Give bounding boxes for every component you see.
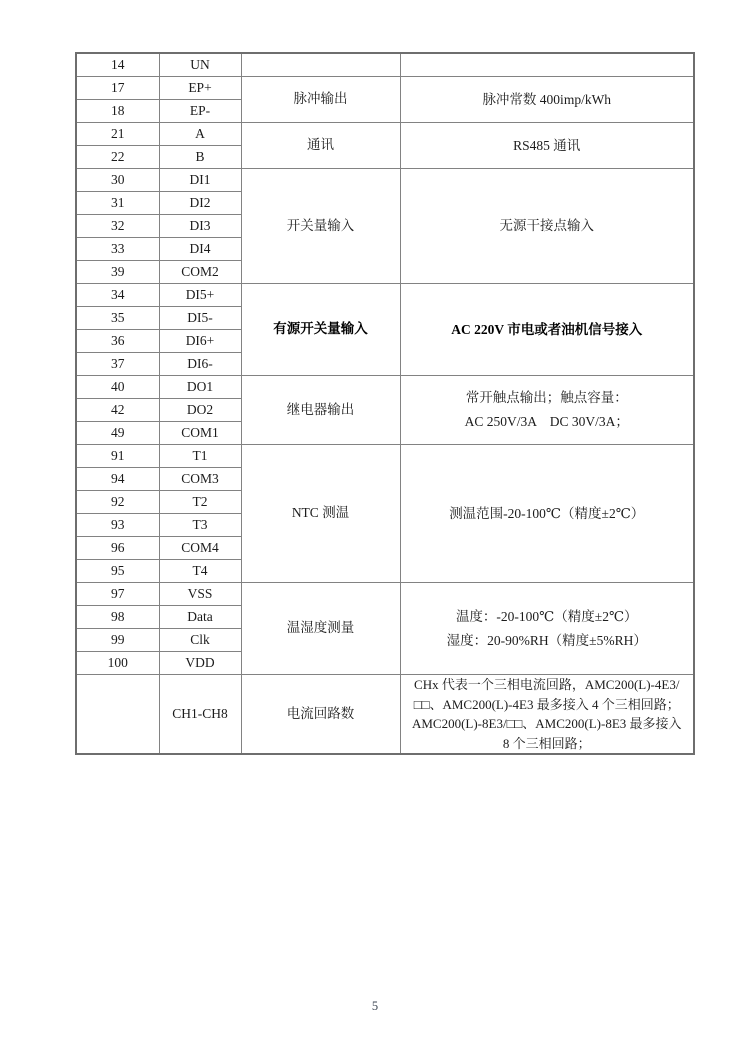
- terminal-cell: Data: [159, 606, 241, 629]
- terminal-cell: T4: [159, 560, 241, 583]
- description-line: 无源干接点输入: [499, 218, 594, 233]
- description-cell: [400, 53, 694, 77]
- description-line: 测温范围-20-100℃（精度±2℃）: [449, 505, 645, 521]
- terminal-cell: DI2: [159, 192, 241, 215]
- pin-cell: 32: [76, 215, 159, 238]
- category-cell: 有源开关量输入: [241, 284, 400, 376]
- description-cell: [400, 123, 694, 169]
- description-line: □□、AMC200(L)-4E3 最多接入 4 个三相回路；: [413, 696, 680, 712]
- terminal-cell: DO2: [159, 399, 241, 422]
- pin-cell: 93: [76, 514, 159, 537]
- terminal-cell: DI5-: [159, 307, 241, 330]
- description-line: 湿度：20-90%RH（精度±5%RH）: [446, 632, 647, 648]
- terminal-cell: DI1: [159, 169, 241, 192]
- terminal-cell: VDD: [159, 652, 241, 675]
- description-cell: [400, 77, 694, 123]
- terminal-cell: CH1-CH8: [159, 675, 241, 755]
- description-cell: [400, 445, 694, 583]
- pin-cell: 40: [76, 376, 159, 399]
- terminal-cell: COM4: [159, 537, 241, 560]
- table-row: [76, 53, 694, 77]
- pin-cell: 30: [76, 169, 159, 192]
- pin-cell: 96: [76, 537, 159, 560]
- terminal-cell: DO1: [159, 376, 241, 399]
- terminal-cell: UN: [159, 53, 241, 77]
- table-row: [76, 445, 694, 468]
- terminal-cell: COM1: [159, 422, 241, 445]
- category-cell: [241, 53, 400, 77]
- description-line: AMC200(L)-8E3/□□、AMC200(L)-8E3 最多接入: [411, 716, 682, 731]
- terminal-cell: T1: [159, 445, 241, 468]
- table-row: [76, 583, 694, 606]
- terminal-cell: VSS: [159, 583, 241, 606]
- pin-cell: 97: [76, 583, 159, 606]
- pin-cell: 91: [76, 445, 159, 468]
- category-cell: 温湿度测量: [241, 583, 400, 675]
- terminal-cell: T2: [159, 491, 241, 514]
- terminal-cell: EP-: [159, 100, 241, 123]
- category-cell: 电流回路数: [241, 675, 400, 755]
- pin-cell: 95: [76, 560, 159, 583]
- description-line: AC 250V/3A DC 30V/3A；: [464, 414, 629, 429]
- description-cell: [400, 376, 694, 445]
- pin-cell: 100: [76, 652, 159, 675]
- pin-cell: 34: [76, 284, 159, 307]
- pin-cell: 21: [76, 123, 159, 146]
- pin-cell: 42: [76, 399, 159, 422]
- description-line: RS485 通讯: [513, 137, 581, 153]
- pin-cell: 99: [76, 629, 159, 652]
- category-cell: 继电器输出: [241, 376, 400, 445]
- pin-cell: 31: [76, 192, 159, 215]
- terminal-cell: DI5+: [159, 284, 241, 307]
- page-number: 5: [371, 999, 379, 1013]
- pin-cell: 98: [76, 606, 159, 629]
- pin-cell: 33: [76, 238, 159, 261]
- terminal-cell: DI6+: [159, 330, 241, 353]
- pin-cell: 92: [76, 491, 159, 514]
- terminal-cell: DI4: [159, 238, 241, 261]
- terminal-cell: A: [159, 123, 241, 146]
- category-cell: 开关量输入: [241, 169, 400, 284]
- description-line: 脉冲常数 400imp/kWh: [482, 91, 612, 107]
- pin-cell: 49: [76, 422, 159, 445]
- description-cell: [400, 284, 694, 376]
- terminal-cell: COM2: [159, 261, 241, 284]
- pin-cell: 18: [76, 100, 159, 123]
- table-row: [76, 77, 694, 100]
- pin-cell: 35: [76, 307, 159, 330]
- description-line: 常开触点输出；触点容量：: [465, 390, 628, 405]
- terminal-cell: COM3: [159, 468, 241, 491]
- pin-cell: 22: [76, 146, 159, 169]
- pin-cell: 37: [76, 353, 159, 376]
- pin-definition-table: [75, 52, 695, 755]
- terminal-cell: Clk: [159, 629, 241, 652]
- pin-cell: 36: [76, 330, 159, 353]
- table-row: [76, 284, 694, 307]
- terminal-cell: B: [159, 146, 241, 169]
- table-row: [76, 376, 694, 399]
- description-line: AC 220V 市电或者油机信号接入: [451, 321, 643, 337]
- category-cell: NTC 测温: [241, 445, 400, 583]
- table-row: [76, 675, 694, 755]
- table-row: [76, 169, 694, 192]
- pin-cell: 94: [76, 468, 159, 491]
- terminal-cell: DI3: [159, 215, 241, 238]
- terminal-cell: DI6-: [159, 353, 241, 376]
- description-cell: [400, 675, 694, 755]
- pin-cell: 14: [76, 53, 159, 77]
- description-cell: [400, 583, 694, 675]
- description-line: 温度：-20-100℃（精度±2℃）: [455, 608, 638, 624]
- terminal-cell: EP+: [159, 77, 241, 100]
- table-row: [76, 123, 694, 146]
- terminal-cell: T3: [159, 514, 241, 537]
- description-line: 8 个三相回路；: [502, 735, 591, 751]
- pin-cell: [76, 675, 159, 755]
- category-cell: 脉冲输出: [241, 77, 400, 123]
- category-cell: 通讯: [241, 123, 400, 169]
- pin-cell: 39: [76, 261, 159, 284]
- pin-cell: 17: [76, 77, 159, 100]
- description-cell: [400, 169, 694, 284]
- description-line: CHx 代表一个三相电流回路，AMC200(L)-4E3/: [414, 677, 680, 692]
